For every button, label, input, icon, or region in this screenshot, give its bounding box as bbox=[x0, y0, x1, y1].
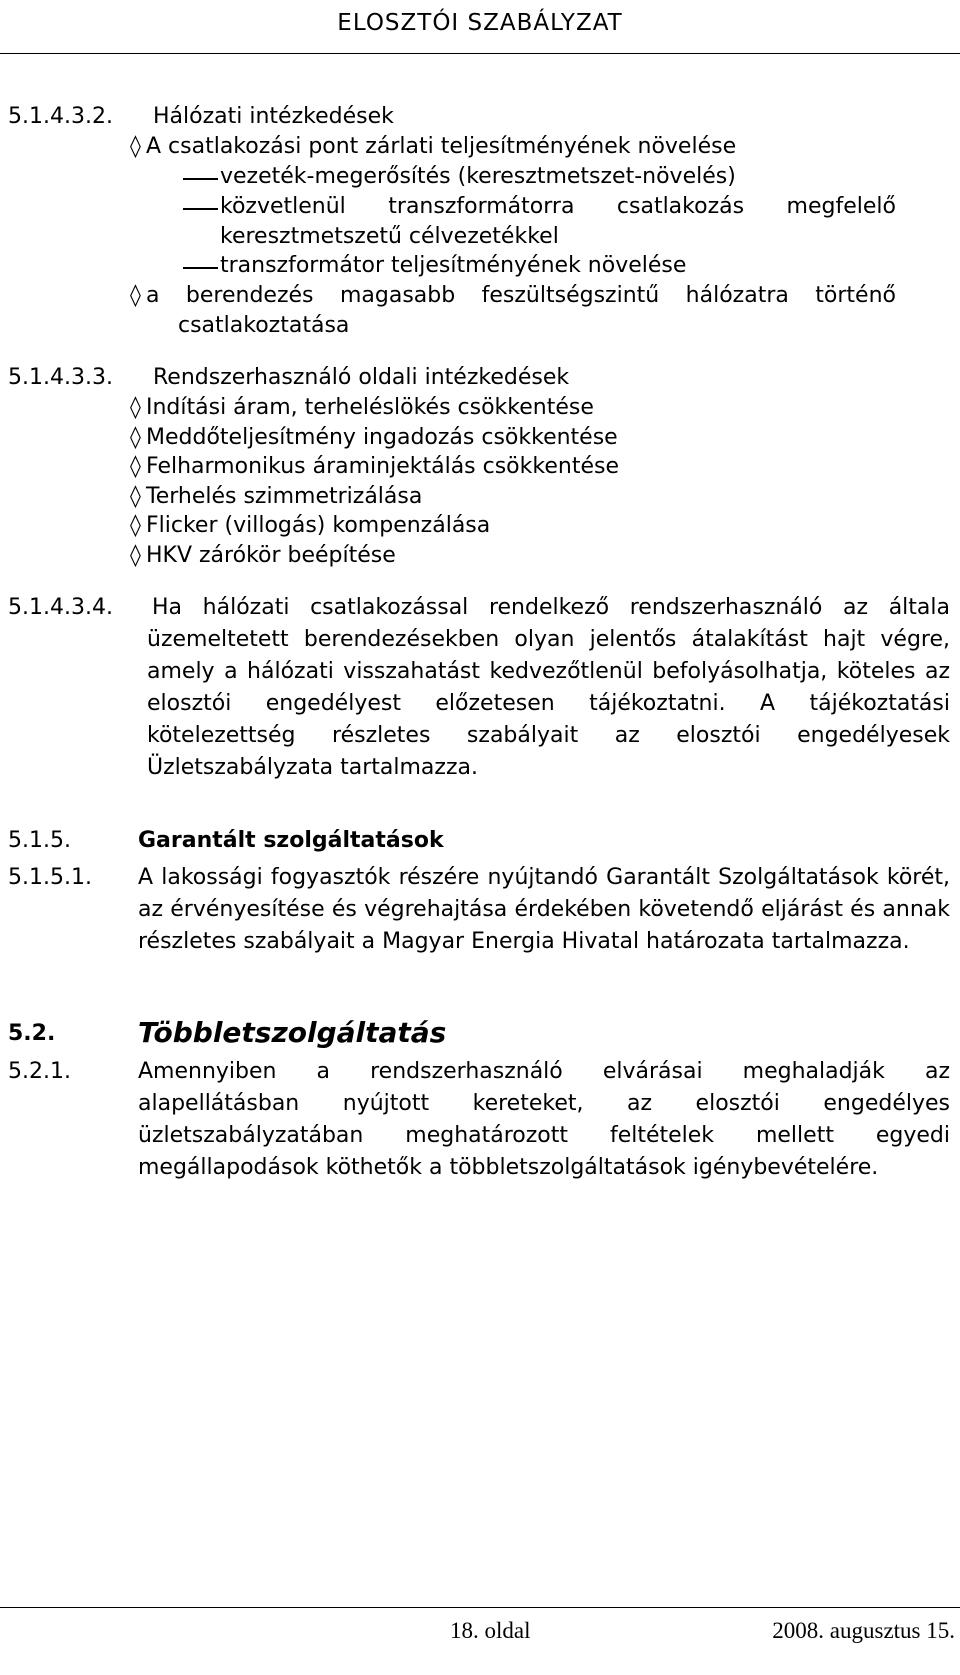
list-item-continuation: keresztmetszetű célvezetékkel bbox=[220, 224, 559, 249]
list-item-continuation: csatlakoztatása bbox=[178, 313, 350, 338]
list-item: ◊ HKV zárókör beépítése bbox=[130, 540, 396, 572]
page-header-title: ELOSZTÓI SZABÁLYZAT bbox=[337, 10, 623, 36]
section-number: 5.2. bbox=[8, 1021, 56, 1046]
dash-bullet-icon bbox=[183, 267, 218, 269]
list-item: ◊ Flicker (villogás) kompenzálása bbox=[130, 510, 490, 542]
list-item: transzformátor teljesítményének növelése bbox=[220, 253, 687, 278]
header-divider bbox=[0, 53, 960, 54]
diamond-bullet-icon: ◊ bbox=[130, 395, 141, 420]
diamond-bullet-icon: ◊ bbox=[130, 425, 141, 450]
section-title: Garantált szolgáltatások bbox=[138, 828, 444, 853]
dash-bullet-icon bbox=[183, 178, 218, 180]
footer-date: 2008. augusztus 15. bbox=[772, 1618, 955, 1643]
list-item: ◊ Terhelés szimmetrizálása bbox=[130, 481, 422, 513]
list-item: ◊ A csatlakozási pont zárlati teljesítményének növelése bbox=[130, 131, 736, 163]
section-number: 5.2.1. bbox=[8, 1059, 71, 1084]
paragraph: Amennyiben a rendszerhasználó elvárásai meghaladják az alapellátásban nyújtott kereteket, az elosztói engedélyes üzletszabályzatában meghatározott feltételek mellett egyedi megállapodások köthetők a többletszolgáltatások igénybevételére. bbox=[138, 1059, 950, 1180]
section-title: Hálózati intézkedések bbox=[153, 104, 394, 129]
diamond-bullet-icon: ◊ bbox=[130, 543, 141, 568]
list-item: vezeték-megerősítés (keresztmetszet-növelés) bbox=[220, 164, 736, 189]
diamond-bullet-icon: ◊ bbox=[130, 283, 141, 308]
paragraph: A lakossági fogyasztók részére nyújtandó Garantált Szolgáltatások körét, az érvényesítése és végrehajtása érdekében követendő eljárást és annak részletes szabályait a Magyar Energia Hivatal határozata tartalmazza. bbox=[138, 865, 950, 954]
footer-divider bbox=[0, 1607, 960, 1608]
list-item: ◊ a berendezés magasabb feszültségszintű hálózatra történő bbox=[130, 280, 896, 312]
list-item: közvetlenül transzformátorra csatlakozás megfelelő bbox=[220, 194, 896, 219]
section-number: 5.1.5.1. bbox=[8, 865, 92, 890]
list-item: ◊ Felharmonikus áraminjektálás csökkentése bbox=[130, 451, 619, 483]
section-title: Rendszerhasználó oldali intézkedések bbox=[153, 365, 570, 390]
section-title: Többletszolgáltatás bbox=[138, 1016, 447, 1049]
section-number: 5.1.4.3.4. bbox=[8, 595, 113, 620]
section-number: 5.1.4.3.2. bbox=[8, 104, 113, 129]
section-number: 5.1.4.3.3. bbox=[8, 365, 113, 390]
page-number: 18. oldal bbox=[450, 1618, 531, 1643]
section-number: 5.1.5. bbox=[8, 828, 71, 853]
list-item: ◊ Indítási áram, terheléslökés csökkentése bbox=[130, 392, 594, 424]
diamond-bullet-icon: ◊ bbox=[130, 454, 141, 479]
paragraph: Ha hálózati csatlakozással rendelkező rendszerhasználó az általa üzemeltetett berendezésekben olyan jelentős átalakítást hajt végre, amely a hálózati visszahatást kedvezőtlenül befolyásolhatja, köteles az elosztói engedélyest előzetesen tájékoztatni. A tájékoztatási kötelezettség részletes szabályait az elosztói engedélyesek Üzletszabályzata tartalmazza. bbox=[147, 595, 950, 780]
dash-bullet-icon bbox=[183, 208, 218, 210]
list-item: ◊ Meddőteljesítmény ingadozás csökkentése bbox=[130, 422, 618, 454]
diamond-bullet-icon: ◊ bbox=[130, 134, 141, 159]
diamond-bullet-icon: ◊ bbox=[130, 484, 141, 509]
diamond-bullet-icon: ◊ bbox=[130, 513, 141, 538]
